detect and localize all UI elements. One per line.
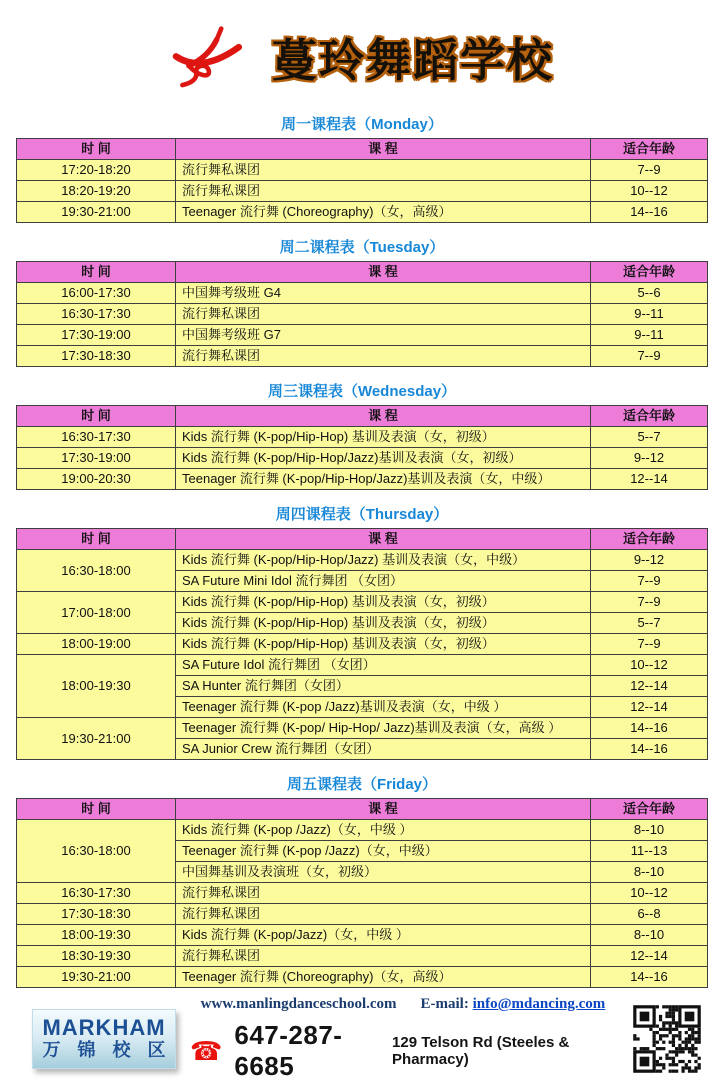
time-cell: 19:30-21:00 <box>17 718 176 760</box>
table-row <box>17 883 708 904</box>
time-cell: 16:30-18:00 <box>17 820 176 883</box>
contact-block <box>190 996 616 1082</box>
column-header-age: 适合年龄 <box>591 529 708 550</box>
table-body <box>17 820 708 988</box>
course-cell: Kids 流行舞 (K-pop/Hip-Hop) 基训及表演（女，初级） <box>176 427 591 448</box>
dancer-calligraphy-logo-icon <box>170 24 254 98</box>
schedule-table <box>16 138 708 223</box>
school-title: 蔓玲舞蹈学校 <box>271 35 554 87</box>
age-cell: 10--12 <box>591 883 708 904</box>
time-cell: 18:00-19:00 <box>17 634 176 655</box>
schedule-table <box>16 528 708 760</box>
column-header-time: 时 间 <box>17 406 176 427</box>
day-section <box>0 503 724 760</box>
table-row <box>17 427 708 448</box>
course-cell: Kids 流行舞 (K-pop/Jazz)（女，中级 ） <box>176 925 591 946</box>
time-cell: 19:30-21:00 <box>17 202 176 223</box>
table-body <box>17 160 708 223</box>
header-row <box>17 262 708 283</box>
column-header-age: 适合年龄 <box>591 139 708 160</box>
course-cell: Kids 流行舞 (K-pop /Jazz)（女，中级 ） <box>176 820 591 841</box>
email-line <box>421 996 606 1013</box>
course-cell: SA Future Mini Idol 流行舞团 （女团） <box>176 571 591 592</box>
age-cell: 7--9 <box>591 346 708 367</box>
time-cell: 16:30-17:30 <box>17 304 176 325</box>
table-row <box>17 202 708 223</box>
table-row <box>17 967 708 988</box>
age-cell: 6--8 <box>591 904 708 925</box>
age-cell: 9--11 <box>591 304 708 325</box>
age-cell: 9--12 <box>591 448 708 469</box>
schedule-table <box>16 405 708 490</box>
age-cell: 14--16 <box>591 202 708 223</box>
day-section <box>0 113 724 223</box>
web-row <box>190 996 616 1013</box>
age-cell: 11--13 <box>591 841 708 862</box>
footer <box>0 988 724 1082</box>
table-row <box>17 925 708 946</box>
time-cell: 17:30-19:00 <box>17 325 176 346</box>
table-row <box>17 283 708 304</box>
qr-code-image <box>630 1002 704 1076</box>
column-header-course: 课 程 <box>176 799 591 820</box>
campus-badge <box>32 1009 176 1069</box>
qr-code <box>630 1002 704 1076</box>
email-label: E-mail: <box>420 996 469 1012</box>
column-header-age: 适合年龄 <box>591 799 708 820</box>
day-title: 周二课程表（Tuesday） <box>279 239 445 256</box>
time-cell: 19:00-20:30 <box>17 469 176 490</box>
column-header-age: 适合年龄 <box>591 262 708 283</box>
age-cell: 12--14 <box>591 697 708 718</box>
table-body <box>17 550 708 760</box>
course-cell: SA Hunter 流行舞团（女团） <box>176 676 591 697</box>
time-cell: 18:00-19:30 <box>17 655 176 718</box>
day-section <box>0 236 724 367</box>
day-title: 周一课程表（Monday） <box>281 116 443 133</box>
day-title: 周三课程表（Wednesday） <box>267 383 457 400</box>
course-cell: Teenager 流行舞 (K-pop /Jazz)基训及表演（女，中级 ） <box>176 697 591 718</box>
campus-name-en: MARKHAM <box>42 1015 166 1041</box>
column-header-age: 适合年龄 <box>591 406 708 427</box>
table-row <box>17 325 708 346</box>
time-cell: 16:30-18:00 <box>17 550 176 592</box>
table-row <box>17 655 708 676</box>
header-row <box>17 529 708 550</box>
table-row <box>17 181 708 202</box>
table-row <box>17 160 708 181</box>
age-cell: 9--12 <box>591 550 708 571</box>
age-cell: 5--6 <box>591 283 708 304</box>
time-cell: 18:20-19:20 <box>17 181 176 202</box>
age-cell: 14--16 <box>591 739 708 760</box>
table-row <box>17 718 708 739</box>
age-cell: 7--9 <box>591 592 708 613</box>
age-cell: 10--12 <box>591 181 708 202</box>
age-cell: 8--10 <box>591 862 708 883</box>
age-cell: 14--16 <box>591 967 708 988</box>
table-row <box>17 304 708 325</box>
course-cell: 流行舞私课团 <box>176 946 591 967</box>
column-header-course: 课 程 <box>176 139 591 160</box>
age-cell: 7--9 <box>591 160 708 181</box>
course-cell: Kids 流行舞 (K-pop/Hip-Hop/Jazz)基训及表演（女，初级） <box>176 448 591 469</box>
time-cell: 17:20-18:20 <box>17 160 176 181</box>
course-cell: Kids 流行舞 (K-pop/Hip-Hop) 基训及表演（女，初级） <box>176 613 591 634</box>
table-body <box>17 427 708 490</box>
column-header-time: 时 间 <box>17 139 176 160</box>
table-row <box>17 904 708 925</box>
course-cell: Kids 流行舞 (K-pop/Hip-Hop/Jazz) 基训及表演（女，中级） <box>176 550 591 571</box>
course-cell: 流行舞私课团 <box>176 160 591 181</box>
time-cell: 16:00-17:30 <box>17 283 176 304</box>
course-cell: Kids 流行舞 (K-pop/Hip-Hop) 基训及表演（女，初级） <box>176 592 591 613</box>
schedule-table <box>16 798 708 988</box>
age-cell: 5--7 <box>591 427 708 448</box>
day-title: 周五课程表（Friday） <box>286 776 437 793</box>
age-cell: 7--9 <box>591 571 708 592</box>
table-head <box>17 406 708 427</box>
age-cell: 10--12 <box>591 655 708 676</box>
table-row <box>17 550 708 571</box>
course-cell: SA Future Idol 流行舞团 （女团） <box>176 655 591 676</box>
age-cell: 9--11 <box>591 325 708 346</box>
course-cell: Teenager 流行舞 (Choreography)（女，高级） <box>176 202 591 223</box>
age-cell: 14--16 <box>591 718 708 739</box>
course-cell: Teenager 流行舞 (Choreography)（女，高级） <box>176 967 591 988</box>
time-cell: 16:30-17:30 <box>17 883 176 904</box>
time-cell: 17:30-18:30 <box>17 904 176 925</box>
table-row <box>17 634 708 655</box>
course-cell: SA Junior Crew 流行舞团（女团） <box>176 739 591 760</box>
course-cell: Teenager 流行舞 (K-pop/Hip-Hop/Jazz)基训及表演（女，中级） <box>176 469 591 490</box>
phone-number: 647-287-6685 <box>234 1020 343 1081</box>
column-header-time: 时 间 <box>17 529 176 550</box>
column-header-time: 时 间 <box>17 262 176 283</box>
age-cell: 12--14 <box>591 469 708 490</box>
website-url: www.manlingdanceschool.com <box>200 996 397 1012</box>
time-cell: 17:30-19:00 <box>17 448 176 469</box>
course-cell: 中国舞基训及表演班（女，初级） <box>176 862 591 883</box>
table-row <box>17 469 708 490</box>
table-head <box>17 139 708 160</box>
age-cell: 12--14 <box>591 946 708 967</box>
course-cell: Teenager 流行舞 (K-pop/ Hip-Hop/ Jazz)基训及表演（女，高级 ） <box>176 718 591 739</box>
day-section <box>0 773 724 988</box>
brand-header <box>0 0 724 100</box>
course-cell: Kids 流行舞 (K-pop/Hip-Hop) 基训及表演（女，初级） <box>176 634 591 655</box>
day-section <box>0 380 724 490</box>
time-cell: 18:00-19:30 <box>17 925 176 946</box>
table-row <box>17 820 708 841</box>
column-header-course: 课 程 <box>176 262 591 283</box>
time-cell: 16:30-17:30 <box>17 427 176 448</box>
time-cell: 17:00-18:00 <box>17 592 176 634</box>
course-cell: 中国舞考级班 G4 <box>176 283 591 304</box>
course-cell: 流行舞私课团 <box>176 346 591 367</box>
age-cell: 8--10 <box>591 820 708 841</box>
age-cell: 7--9 <box>591 634 708 655</box>
course-cell: 流行舞私课团 <box>176 181 591 202</box>
column-header-time: 时 间 <box>17 799 176 820</box>
phone-row <box>190 1020 616 1082</box>
time-cell: 19:30-21:00 <box>17 967 176 988</box>
age-cell: 12--14 <box>591 676 708 697</box>
header-row <box>17 406 708 427</box>
telephone-icon: ☎ <box>190 1036 223 1066</box>
table-row <box>17 592 708 613</box>
day-title: 周四课程表（Thursday） <box>275 506 449 523</box>
table-body <box>17 283 708 367</box>
table-head <box>17 529 708 550</box>
course-cell: Teenager 流行舞 (K-pop /Jazz)（女，中级） <box>176 841 591 862</box>
table-row <box>17 946 708 967</box>
column-header-course: 课 程 <box>176 529 591 550</box>
time-cell: 17:30-18:30 <box>17 346 176 367</box>
column-header-course: 课 程 <box>176 406 591 427</box>
course-cell: 流行舞私课团 <box>176 904 591 925</box>
table-row <box>17 448 708 469</box>
time-cell: 18:30-19:30 <box>17 946 176 967</box>
header-row <box>17 139 708 160</box>
table-head <box>17 799 708 820</box>
course-cell: 流行舞私课团 <box>176 304 591 325</box>
table-head <box>17 262 708 283</box>
course-cell: 流行舞私课团 <box>176 883 591 904</box>
age-cell: 8--10 <box>591 925 708 946</box>
age-cell: 5--7 <box>591 613 708 634</box>
schedule <box>0 113 724 988</box>
header-row <box>17 799 708 820</box>
campus-name-cn: 万 锦 校 区 <box>42 1040 172 1061</box>
schedule-table <box>16 261 708 367</box>
address-text: 129 Telson Rd (Steeles & Pharmacy) <box>392 1034 570 1068</box>
course-cell: 中国舞考级班 G7 <box>176 325 591 346</box>
table-row <box>17 346 708 367</box>
email-link[interactable]: info@mdancing.com <box>472 996 606 1012</box>
